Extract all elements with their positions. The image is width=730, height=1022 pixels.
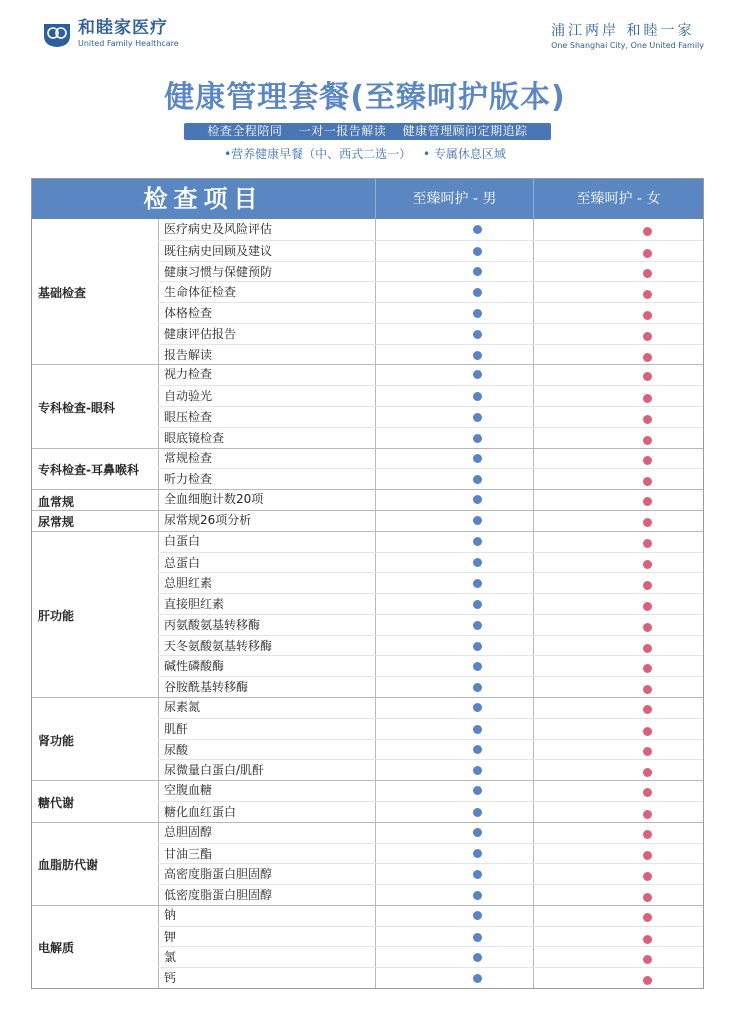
item-name: 尿微量白蛋白/肌酐 — [164, 763, 265, 778]
female-included-dot-icon — [643, 415, 652, 424]
item-name: 健康评估报告 — [164, 326, 237, 341]
male-included-dot-icon — [473, 579, 482, 588]
male-included-dot-icon — [473, 974, 482, 983]
table-row — [158, 281, 703, 302]
group-name: 糖代谢 — [38, 795, 75, 810]
group-name: 血脂肪代谢 — [38, 858, 99, 873]
table-row — [158, 801, 703, 822]
header-items: 检查项目 — [143, 185, 264, 213]
item-name: 报告解读 — [164, 347, 213, 362]
male-included-dot-icon — [473, 370, 482, 379]
service-1: 检查全程陪同 — [207, 124, 283, 138]
table-row — [158, 552, 703, 573]
table-row — [158, 926, 703, 947]
item-name: 尿酸 — [164, 742, 189, 757]
male-included-dot-icon — [473, 642, 482, 651]
item-name: 既往病史回顾及建议 — [164, 243, 273, 258]
female-included-dot-icon — [643, 913, 652, 922]
table-row — [158, 614, 703, 635]
logo — [42, 20, 179, 48]
male-included-dot-icon — [473, 309, 482, 318]
female-included-dot-icon — [643, 955, 652, 964]
male-included-dot-icon — [473, 891, 482, 900]
item-name: 生命体征检查 — [164, 285, 237, 300]
male-included-dot-icon — [473, 351, 482, 360]
female-included-dot-icon — [643, 290, 652, 299]
item-name: 总蛋白 — [164, 555, 201, 570]
services-banner — [184, 123, 551, 140]
female-included-dot-icon — [643, 747, 652, 756]
group-name: 血常规 — [38, 494, 75, 509]
table-row — [158, 261, 703, 282]
group-name: 电解质 — [38, 941, 75, 956]
table-row — [158, 759, 703, 780]
female-included-dot-icon — [643, 810, 652, 819]
female-included-dot-icon — [643, 768, 652, 777]
group-name: 专科检查-耳鼻喉科 — [38, 463, 139, 478]
group-name: 尿常规 — [38, 515, 75, 530]
male-included-dot-icon — [473, 828, 482, 837]
male-included-dot-icon — [473, 392, 482, 401]
group-cell — [32, 531, 158, 697]
table-row — [158, 448, 703, 469]
female-included-dot-icon — [643, 581, 652, 590]
table-row — [158, 510, 703, 531]
female-included-dot-icon — [643, 976, 652, 985]
item-name: 钙 — [164, 971, 177, 986]
female-included-dot-icon — [643, 436, 652, 445]
group-name: 肝功能 — [38, 608, 75, 623]
male-included-dot-icon — [473, 247, 482, 256]
item-name: 谷胺酰基转移酶 — [164, 680, 249, 695]
item-name: 肌酐 — [164, 721, 189, 736]
item-name: 常规检查 — [164, 450, 213, 465]
item-name: 直接胆红素 — [164, 597, 225, 612]
table-row — [158, 427, 703, 448]
group-cell — [32, 489, 158, 510]
male-included-dot-icon — [473, 870, 482, 879]
item-name: 白蛋白 — [164, 533, 201, 548]
item-name: 全血细胞计数20项 — [164, 492, 264, 507]
table-row — [158, 593, 703, 614]
male-included-dot-icon — [473, 808, 482, 817]
item-name: 眼压检查 — [164, 410, 213, 425]
female-included-dot-icon — [643, 830, 652, 839]
item-name: 视力检查 — [164, 367, 213, 382]
header-female: 至臻呵护 - 女 — [533, 179, 703, 219]
slogan-cn: 浦江两岸 和睦一家 — [551, 23, 695, 39]
item-name: 自动验光 — [164, 389, 213, 404]
female-included-dot-icon — [643, 456, 652, 465]
header-male: 至臻呵护 - 男 — [375, 179, 533, 219]
male-included-dot-icon — [473, 454, 482, 463]
table-row — [158, 572, 703, 593]
female-included-dot-icon — [643, 664, 652, 673]
female-included-dot-icon — [643, 872, 652, 881]
item-name: 甘油三酯 — [164, 846, 213, 861]
table-row — [158, 635, 703, 656]
group-cell — [32, 510, 158, 531]
table-row — [158, 531, 703, 552]
table-row — [158, 884, 703, 905]
group-cell — [32, 780, 158, 822]
item-name: 体格检查 — [164, 306, 213, 321]
item-name: 总胆红素 — [164, 576, 213, 591]
male-included-dot-icon — [473, 703, 482, 712]
item-name: 糖化血红蛋白 — [164, 804, 237, 819]
extra-1: •营养健康早餐（中、西式二选一） — [224, 147, 412, 161]
male-included-dot-icon — [473, 662, 482, 671]
table-row — [158, 843, 703, 864]
male-included-dot-icon — [473, 288, 482, 297]
table-row — [158, 302, 703, 323]
item-name: 尿常规26项分析 — [164, 512, 252, 527]
male-included-dot-icon — [473, 911, 482, 920]
table-row — [158, 385, 703, 406]
table-row — [158, 718, 703, 739]
item-name: 丙氨酸氨基转移酶 — [164, 617, 261, 632]
female-included-dot-icon — [643, 497, 652, 506]
group-cell — [32, 364, 158, 447]
male-included-dot-icon — [473, 516, 482, 525]
male-included-dot-icon — [473, 786, 482, 795]
male-included-dot-icon — [473, 558, 482, 567]
male-included-dot-icon — [473, 745, 482, 754]
group-name: 专科检查-眼科 — [38, 401, 115, 416]
table-row — [158, 697, 703, 718]
table-row — [158, 219, 703, 240]
extra-2: • 专属休息区域 — [423, 147, 506, 161]
item-name: 医疗病史及风险评估 — [164, 222, 273, 236]
male-included-dot-icon — [473, 475, 482, 484]
female-included-dot-icon — [643, 935, 652, 944]
item-name: 低密度脂蛋白胆固醇 — [164, 888, 273, 903]
female-included-dot-icon — [643, 227, 652, 236]
table-row — [158, 676, 703, 697]
item-name: 天冬氨酸氨基转移酶 — [164, 638, 273, 653]
item-name: 钠 — [164, 907, 177, 922]
group-cell — [32, 219, 158, 364]
table-row — [158, 323, 703, 344]
male-included-dot-icon — [473, 434, 482, 443]
female-included-dot-icon — [643, 353, 652, 362]
female-included-dot-icon — [643, 788, 652, 797]
item-name: 健康习惯与保健预防 — [164, 264, 273, 279]
male-included-dot-icon — [473, 330, 482, 339]
female-included-dot-icon — [643, 623, 652, 632]
page-title: 健康管理套餐(至臻呵护版本) — [164, 80, 566, 115]
table-row — [158, 344, 703, 365]
item-name: 眼底镜检查 — [164, 430, 225, 445]
item-name: 高密度脂蛋白胆固醇 — [164, 867, 273, 882]
table-row — [158, 739, 703, 760]
male-included-dot-icon — [473, 600, 482, 609]
female-included-dot-icon — [643, 249, 652, 258]
table-row — [158, 489, 703, 510]
male-included-dot-icon — [473, 683, 482, 692]
item-name: 空腹血糖 — [164, 783, 213, 798]
service-3: 健康管理顾问定期追踪 — [402, 124, 528, 138]
female-included-dot-icon — [643, 893, 652, 902]
male-included-dot-icon — [473, 413, 482, 422]
female-included-dot-icon — [643, 269, 652, 278]
package-table — [31, 178, 704, 989]
table-row — [158, 863, 703, 884]
female-included-dot-icon — [643, 560, 652, 569]
female-included-dot-icon — [643, 727, 652, 736]
male-included-dot-icon — [473, 225, 482, 234]
male-included-dot-icon — [473, 766, 482, 775]
table-row — [158, 946, 703, 967]
slogan-en: One Shanghai City, One United Family — [551, 41, 704, 50]
male-included-dot-icon — [473, 537, 482, 546]
table-row — [158, 240, 703, 261]
male-included-dot-icon — [473, 953, 482, 962]
logo-cn: 和睦家医疗 — [78, 18, 168, 38]
table-header — [32, 179, 703, 219]
item-name: 钾 — [164, 929, 177, 944]
extras-line — [0, 145, 730, 162]
table-row — [158, 780, 703, 801]
female-included-dot-icon — [643, 644, 652, 653]
item-name: 氯 — [164, 950, 177, 965]
group-cell — [32, 905, 158, 988]
group-cell — [32, 697, 158, 780]
female-included-dot-icon — [643, 477, 652, 486]
female-included-dot-icon — [643, 851, 652, 860]
item-name: 总胆固醇 — [164, 824, 213, 839]
male-included-dot-icon — [473, 495, 482, 504]
female-included-dot-icon — [643, 685, 652, 694]
table-row — [158, 364, 703, 385]
table-row — [158, 822, 703, 843]
male-included-dot-icon — [473, 621, 482, 630]
table-row — [158, 967, 703, 988]
table-row — [158, 468, 703, 489]
female-included-dot-icon — [643, 394, 652, 403]
male-included-dot-icon — [473, 849, 482, 858]
group-name: 肾功能 — [38, 733, 75, 748]
ufh-logo-icon — [42, 20, 72, 48]
male-included-dot-icon — [473, 933, 482, 942]
table-row — [158, 406, 703, 427]
male-included-dot-icon — [473, 267, 482, 276]
table-row — [158, 655, 703, 676]
female-included-dot-icon — [643, 372, 652, 381]
female-included-dot-icon — [643, 602, 652, 611]
item-name: 尿素氮 — [164, 700, 201, 715]
logo-en: United Family Healthcare — [78, 39, 179, 48]
male-included-dot-icon — [473, 725, 482, 734]
female-included-dot-icon — [643, 311, 652, 320]
female-included-dot-icon — [643, 705, 652, 714]
female-included-dot-icon — [643, 518, 652, 527]
group-cell — [32, 448, 158, 490]
group-name: 基础检查 — [38, 285, 87, 300]
female-included-dot-icon — [643, 539, 652, 548]
item-name: 碱性磷酸酶 — [164, 659, 225, 674]
service-2: 一对一报告解读 — [298, 124, 387, 138]
table-row — [158, 905, 703, 926]
group-cell — [32, 822, 158, 905]
female-included-dot-icon — [643, 332, 652, 341]
slogan — [551, 24, 704, 50]
item-name: 听力检查 — [164, 472, 213, 487]
